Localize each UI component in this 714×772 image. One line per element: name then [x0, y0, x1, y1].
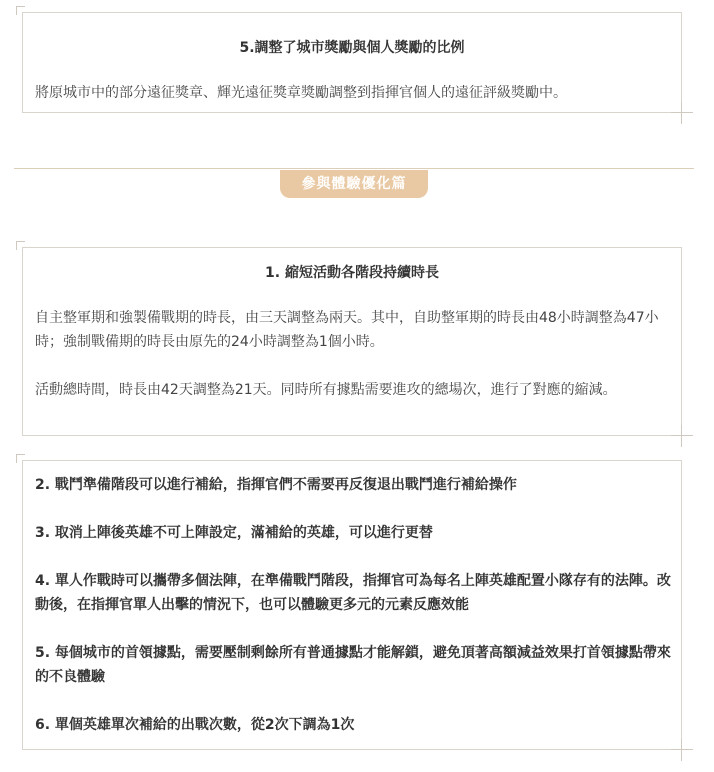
card-paragraph: 自主整軍期和強製備戰期的時長，由三天調整為兩天。其中，自助整軍期的時長由48小時調整為47小時；強制戰備期的時長由原先的24小時調整為1個小時。	[35, 310, 659, 350]
list-item: 5. 每個城市的首領據點，需要壓制剩餘所有普通據點才能解鎖，避免頂著高額減益效果打首領據點帶來的不良體驗	[35, 645, 671, 685]
list-item: 4. 單人作戰時可以攜帶多個法陣，在準備戰鬥階段，指揮官可為每名上陣英雄配置小隊存有的法陣。改動後，在指揮官單人出擊的情況下，也可以體驗更多元的元素反應效能	[35, 573, 671, 613]
duration-card	[22, 247, 682, 436]
optimization-list-card	[22, 460, 682, 750]
list-item: 2. 戰鬥準備階段可以進行補給，指揮官們不需要再反復退出戰鬥進行補給操作	[35, 477, 517, 493]
corner-decoration-bottom-right	[671, 425, 693, 447]
corner-decoration-bottom-right	[671, 739, 693, 761]
card-title: 5.調整了城市獎勵與個人獎勵的比例	[239, 40, 465, 56]
reward-ratio-card	[22, 12, 682, 113]
list-item: 6. 單個英雄單次補給的出戰次數，從2次下調為1次	[35, 717, 355, 733]
corner-decoration-top-left	[16, 241, 25, 250]
list-item: 3. 取消上陣後英雄不可上陣設定，滿補給的英雄，可以進行更替	[35, 525, 433, 541]
section-divider	[14, 168, 694, 169]
card-paragraph: 活動總時間，時長由42天調整為21天。同時所有據點需要進攻的總場次，進行了對應的縮減。	[35, 382, 617, 398]
corner-decoration-top-left	[16, 6, 25, 15]
card-title: 1. 縮短活動各階段持續時長	[265, 265, 439, 281]
card-text: 將原城市中的部分遠征獎章、輝光遠征獎章獎勵調整到指揮官個人的遠征評級獎勵中。	[35, 85, 567, 101]
corner-decoration-top-left	[16, 454, 25, 463]
corner-decoration-bottom-right	[671, 102, 693, 124]
section-badge: 參與體驗優化篇	[280, 170, 428, 198]
